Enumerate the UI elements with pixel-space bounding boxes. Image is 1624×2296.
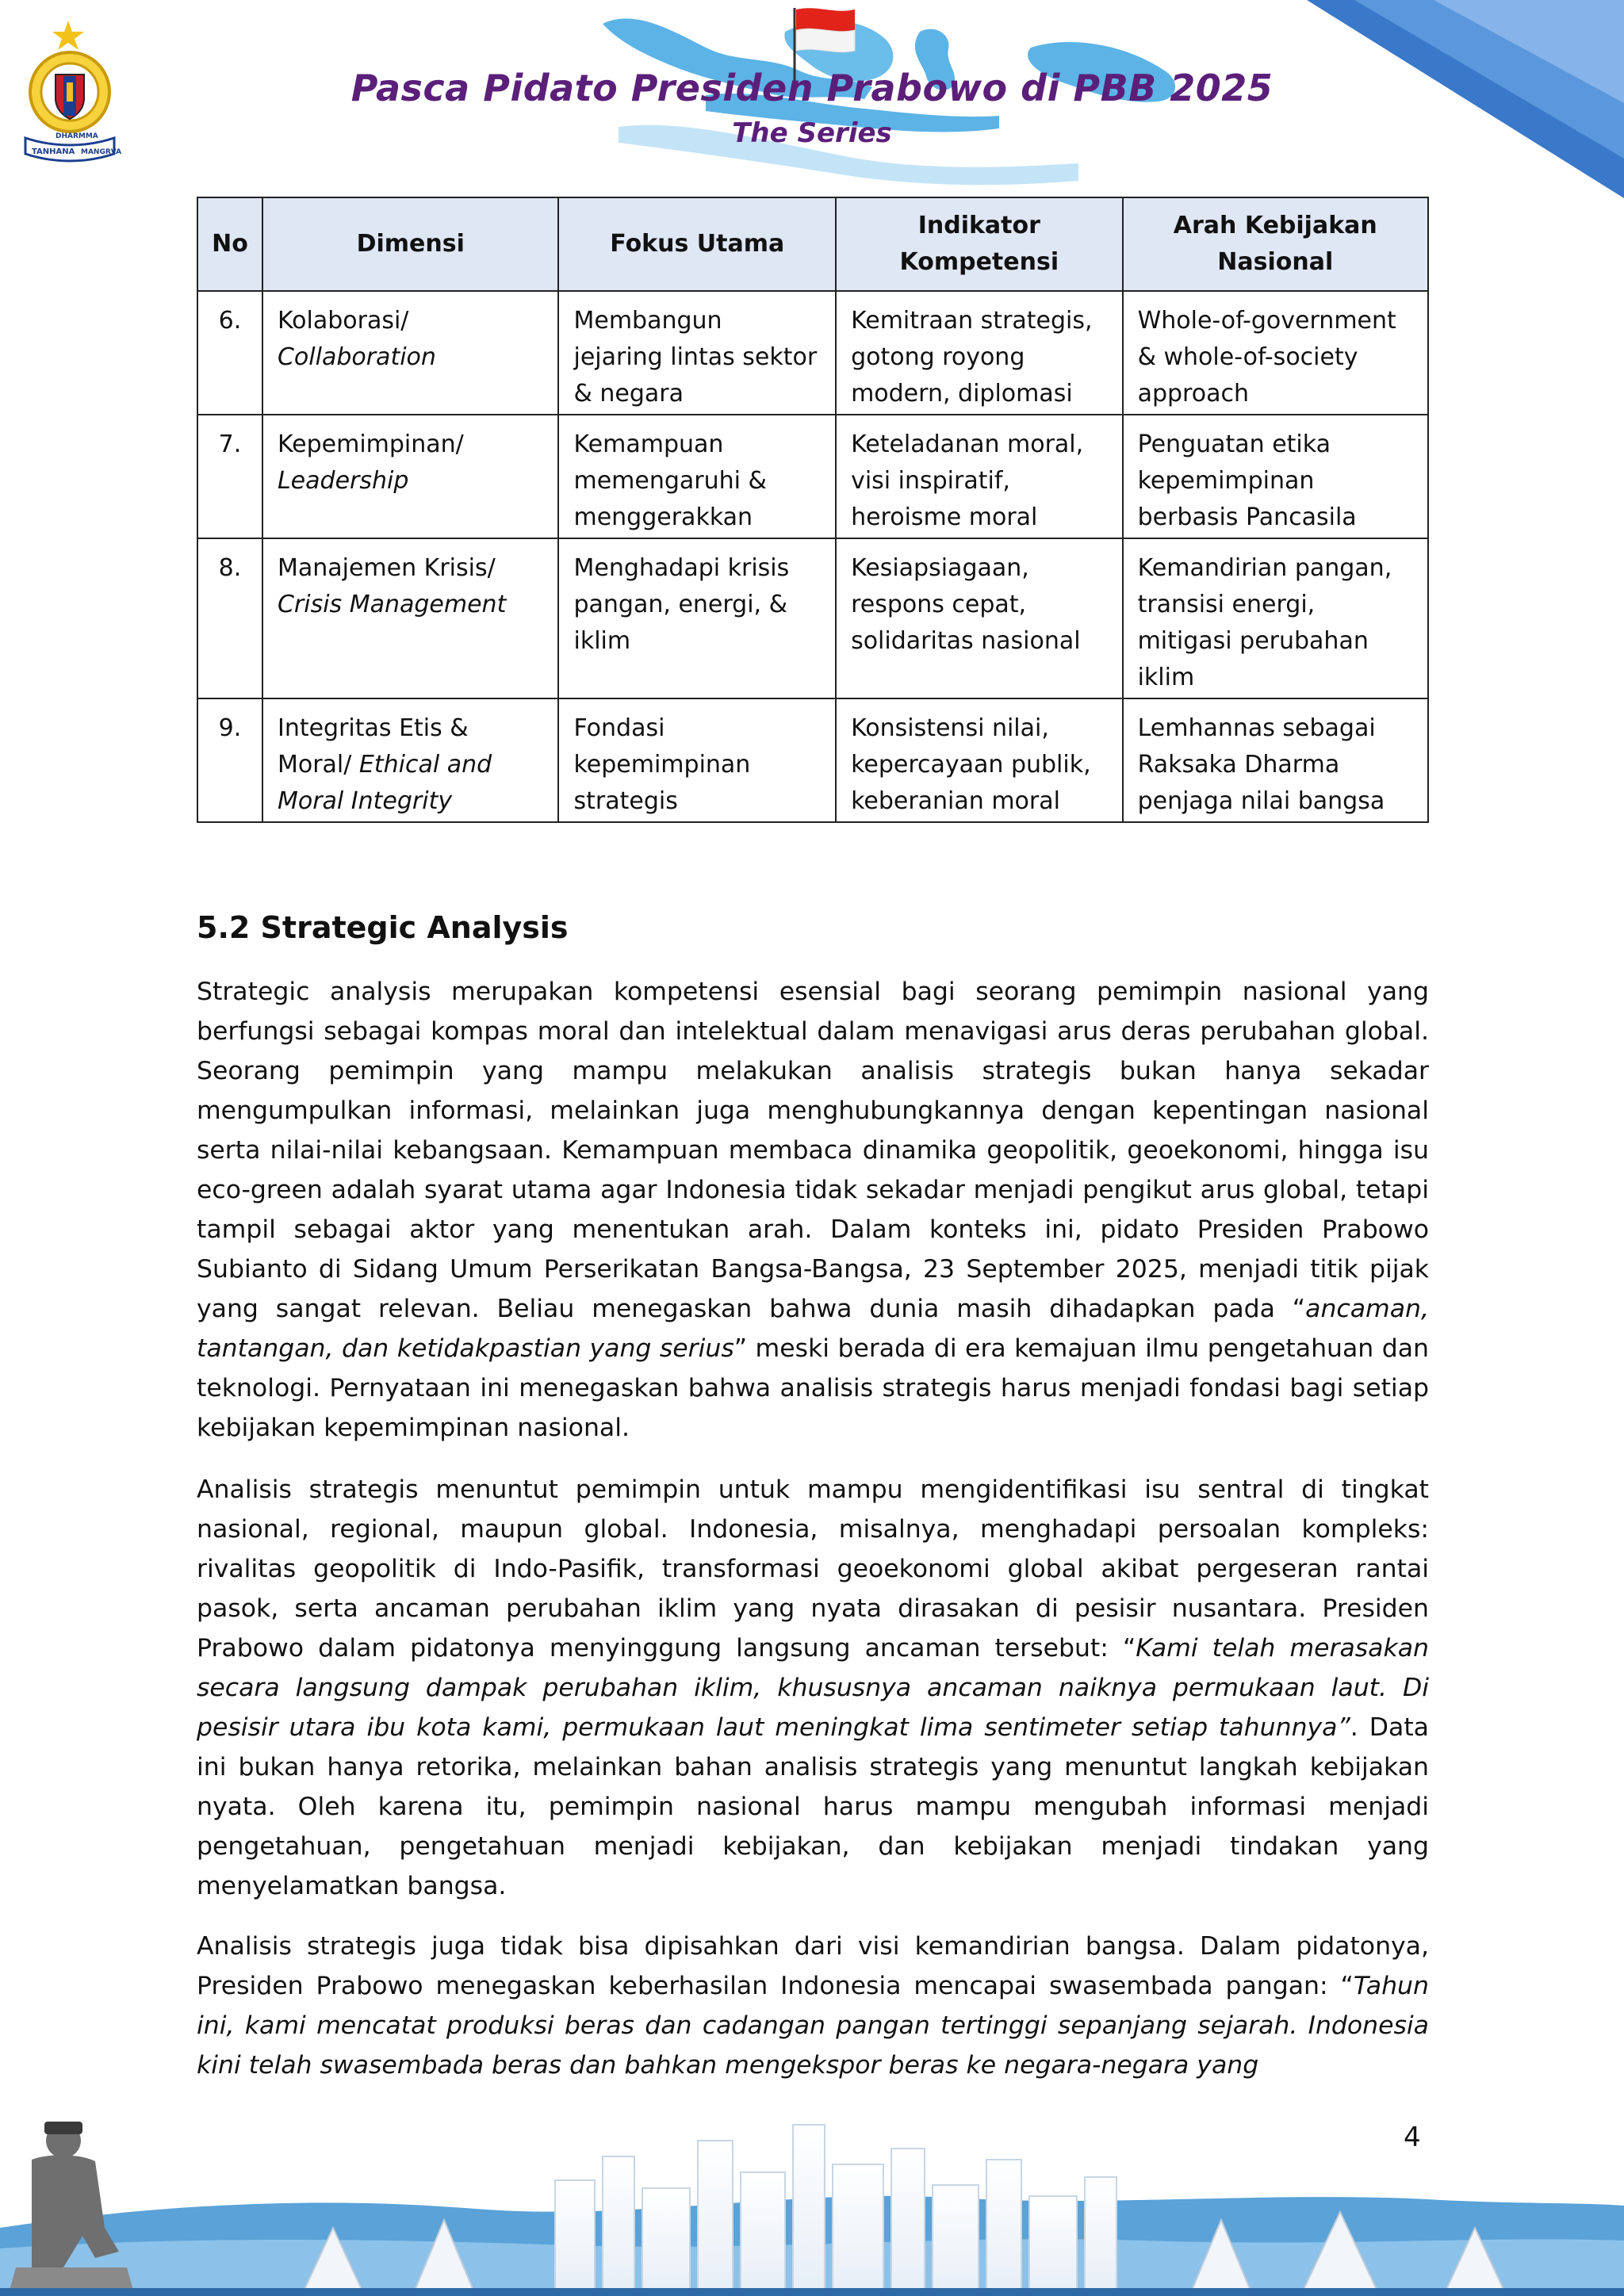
competency-table <box>197 197 1429 823</box>
focus-cell: Membangun jejaring lintas sektor & negara <box>558 291 836 415</box>
focus-cell: Menghadapi krisis pangan, energi, & iklim <box>558 538 836 698</box>
section-heading: 5.2 Strategic Analysis <box>197 910 569 945</box>
logo-ribbon-left: TANHANA <box>32 147 75 156</box>
row-number: 9. <box>197 698 262 822</box>
indicator-cell: Keteladanan moral, visi inspiratif, heroisme moral <box>836 415 1123 538</box>
paragraph-1: Strategic analysis merupakan kompetensi esensial bagi seorang pemimpin nasional yang berfungsi sebagai kompas moral dan intelektual dalam menavigasi arus deras perubahan global. Seorang pemimpin yang mampu melakukan analisis strategis bukan hanya sekadar mengumpulkan informasi, melainkan juga menghubungkannya dengan kepentingan nasional serta nilai-nilai kebangsaan. Kemampuan membaca dinamika geopolitik, geoekonomi, hingga isu eco-green adalah syarat utama agar Indonesia tidak sekadar menjadi pengikut arus global, tetapi tampil sebagai aktor yang menentukan arah. Dalam konteks ini, pidato Presiden Prabowo Subianto di Sidang Umum Perserikatan Bangsa-Bangsa, 23 September 2025, menjadi titik pijak yang sangat relevan. Beliau menegaskan bahwa dunia masih dihadapkan pada “ancaman, tantangan, dan ketidakpastian yang serius” meski berada di era kemajuan ilmu pengetahuan dan teknologi. Pernyataan ini menegaskan bahwa analisis strategis harus menjadi fondasi bagi setiap kebijakan kepemimpinan nasional. <box>197 978 1429 1442</box>
paragraph-2: Analisis strategis menuntut pemimpin untuk mampu mengidentifikasi isu sentral di tingkat nasional, regional, maupun global. Indonesia, misalnya, menghadapi persoalan kompleks: rivalitas geopolitik di Indo-Pasifik, transformasi geoekonomi global akibat pergeseran rantai pasok, serta ancaman perubahan iklim yang nyata dirasakan di pesisir nusantara. Presiden Prabowo dalam pidatonya menyinggung langsung ancaman tersebut: “Kami telah merasakan secara langsung dampak perubahan iklim, khususnya ancaman naiknya permukaan laut. Di pesisir utara ibu kota kami, permukaan laut meningkat lima sentimeter setiap tahunnya”. Data ini bukan hanya retorika, melainkan bahan analisis strategis yang menuntut langkah kebijakan nyata. Oleh karena itu, pemimpin nasional harus mampu mengubah informasi menjadi pengetahuan, pengetahuan menjadi kebijakan, dan kebijakan menjadi tindakan yang menyelamatkan bangsa. <box>197 1475 1429 1900</box>
table-row <box>197 291 1428 415</box>
header-fokus-utama: Fokus Utama <box>558 197 836 291</box>
policy-cell: Kemandirian pangan, transisi energi, mitigasi perubahan iklim <box>1123 538 1428 698</box>
table-row <box>197 538 1428 698</box>
focus-cell: Fondasi kepemimpinan strategis <box>558 698 836 822</box>
indicator-cell: Kesiapsiagaan, respons cepat, solidaritas nasional <box>836 538 1123 698</box>
footer-skyline-illustration <box>0 2109 1624 2296</box>
policy-cell: Lemhannas sebagai Raksaka Dharma penjaga nilai bangsa <box>1123 698 1428 822</box>
dimension-cell: Manajemen Krisis/ Crisis Management <box>262 538 559 698</box>
header-no: No <box>197 197 262 291</box>
table-row <box>197 698 1428 822</box>
table-row <box>197 415 1428 538</box>
indicator-cell: Kemitraan strategis, gotong royong modern, diplomasi <box>836 291 1123 415</box>
policy-cell: Penguatan etika kepemimpinan berbasis Pancasila <box>1123 415 1428 538</box>
policy-cell: Whole-of-government & whole-of-society approach <box>1123 291 1428 415</box>
header-arah-kebijakan: Arah Kebijakan Nasional <box>1123 197 1428 291</box>
header-dimensi: Dimensi <box>262 197 559 291</box>
logo-ribbon-center: DHARMMA <box>56 132 98 140</box>
indicator-cell: Konsistensi nilai, kepercayaan publik, keberanian moral <box>836 698 1123 822</box>
paragraph-3: Analisis strategis juga tidak bisa dipisahkan dari visi kemandirian bangsa. Dalam pidatonya, Presiden Prabowo menegaskan keberhasilan Indonesia mencapai swasembada pangan: “Tahun ini, kami mencatat produksi beras dan cadangan pangan tertinggi sepanjang sejarah. Indonesia kini telah swasembada beras dan bahkan mengekspor beras ke negara-negara yang <box>197 1932 1429 2080</box>
dimension-cell: Kepemimpinan/ Leadership <box>262 415 559 538</box>
document-title: Pasca Pidato Presiden Prabowo di PBB 2025 <box>350 67 1274 109</box>
logo-ribbon-right: MANGRVA <box>81 148 122 156</box>
row-number: 6. <box>197 291 262 415</box>
dimension-cell: Integritas Etis & Moral/ Ethical and Moral Integrity <box>262 698 559 822</box>
focus-cell: Kemampuan memengaruhi & menggerakkan <box>558 415 836 538</box>
header-indikator-kompetensi: Indikator Kompetensi <box>836 197 1123 291</box>
row-number: 8. <box>197 538 262 698</box>
page-number: 4 <box>1404 2122 1421 2153</box>
dimension-cell: Kolaborasi/ Collaboration <box>262 291 559 415</box>
document-subtitle: The Series <box>732 117 892 149</box>
table-header-row <box>197 197 1428 291</box>
row-number: 7. <box>197 415 262 538</box>
